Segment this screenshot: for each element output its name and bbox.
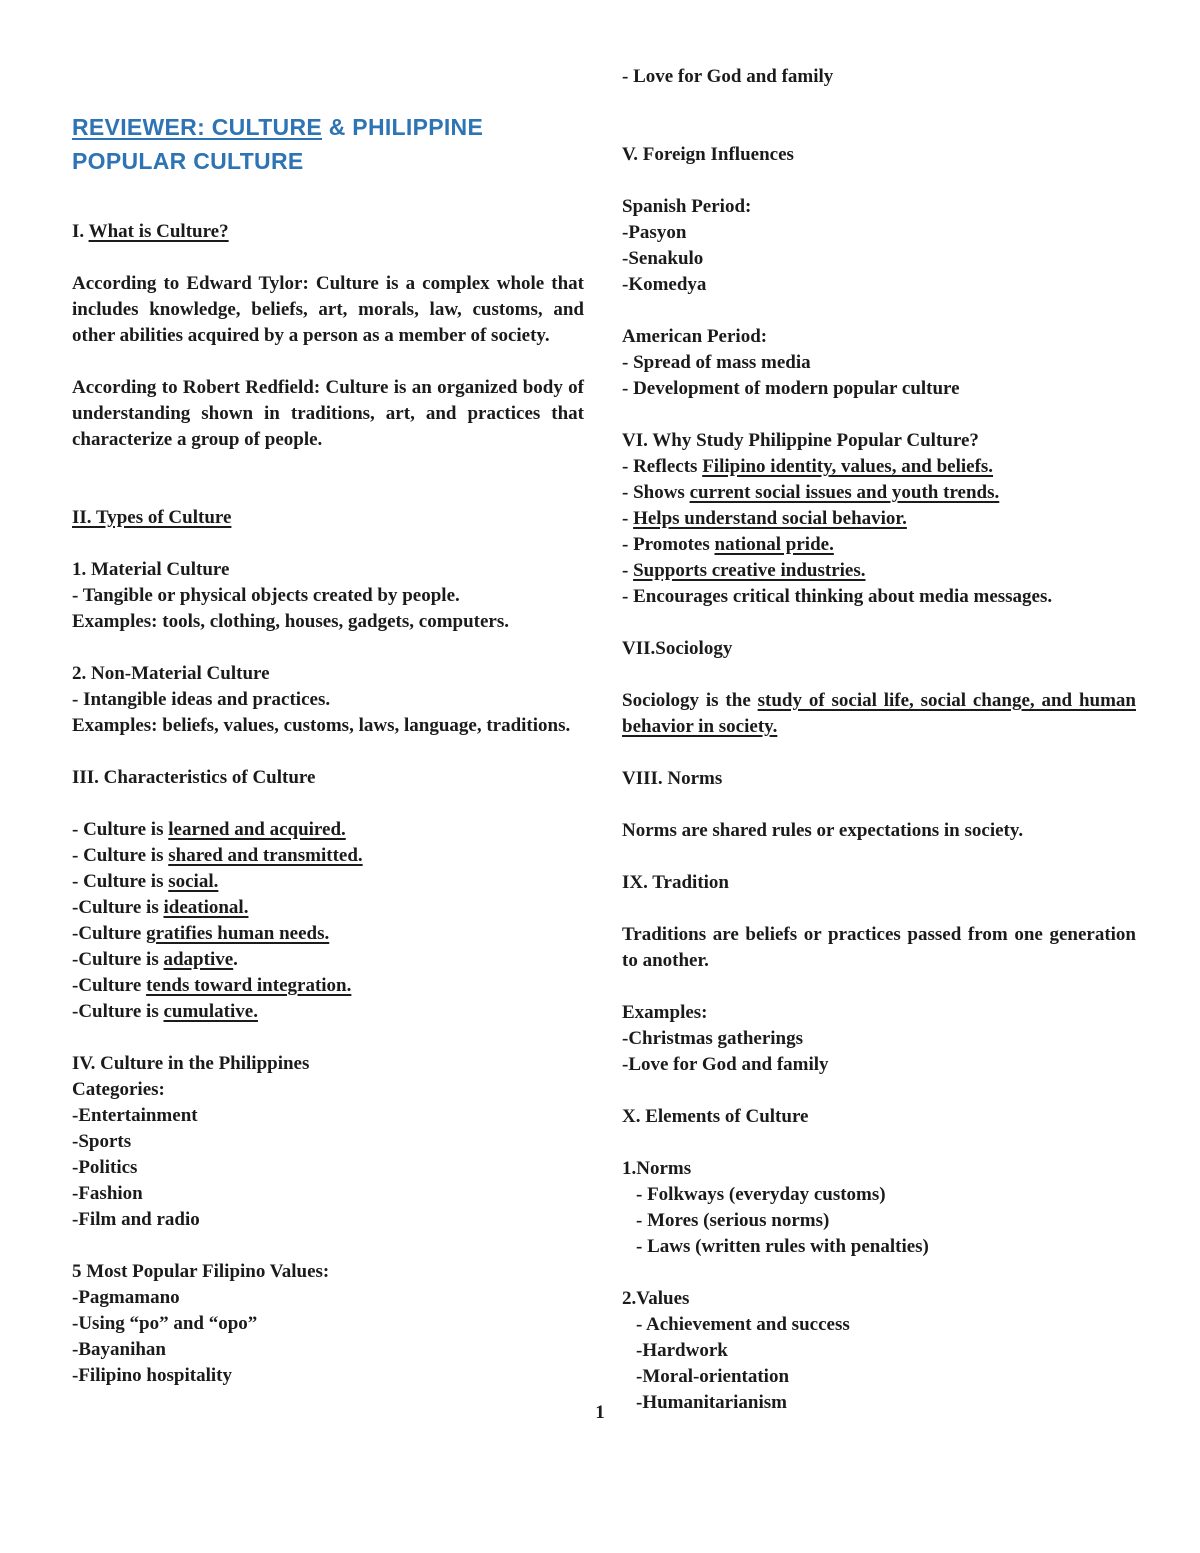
text-run: -Pasyon [622, 222, 687, 243]
doc-line [72, 271, 584, 349]
doc-line [622, 376, 1136, 402]
text-run: -Culture is [72, 949, 164, 970]
sub-heading [622, 194, 1136, 220]
doc-line [622, 558, 1136, 584]
text-run: -Moral-orientation [636, 1366, 790, 1387]
text-run: -Bayanihan [72, 1339, 166, 1360]
spacer [622, 896, 1136, 922]
spacer [72, 1025, 584, 1051]
underlined-text: What is Culture? [88, 221, 229, 242]
text-run: -Senakulo [622, 248, 704, 269]
text-run: -Film and radio [72, 1209, 200, 1230]
text-run: 1. Material Culture [72, 559, 230, 580]
doc-line [622, 454, 1136, 480]
text-run: III. Characteristics of Culture [72, 767, 316, 788]
text-run: According to Robert Redfield: Culture is an organized body of understanding shown in traditions, art, and practices that characterize a group of people. [72, 377, 584, 450]
page-number: 1 [595, 1402, 605, 1423]
doc-line [622, 1364, 1136, 1390]
sub-heading [72, 1077, 584, 1103]
text-run: - Love for God and family [622, 66, 834, 87]
doc-line [72, 869, 584, 895]
section-heading [622, 428, 1136, 454]
text-run: -Pagmamano [72, 1287, 180, 1308]
underlined-text: Supports creative industries. [633, 560, 866, 581]
doc-line [622, 1052, 1136, 1078]
spacer [72, 453, 584, 505]
doc-line [622, 506, 1136, 532]
spacer [72, 180, 584, 219]
text-run: - Tangible or physical objects created by people. [72, 585, 460, 606]
text-run: - Encourages critical thinking about media messages. [622, 586, 1053, 607]
spacer [622, 740, 1136, 766]
doc-line [622, 688, 1136, 740]
spacer [622, 298, 1136, 324]
spacer [622, 168, 1136, 194]
doc-line [622, 1026, 1136, 1052]
text-run: - Achievement and success [636, 1314, 850, 1335]
text-run: - Laws (written rules with penalties) [636, 1236, 929, 1257]
underlined-text: Filipino identity, values, and beliefs. [702, 456, 994, 477]
text-run: VIII. Norms [622, 768, 723, 789]
doc-line [72, 817, 584, 843]
text-run: -Fashion [72, 1183, 143, 1204]
sub-heading [622, 324, 1136, 350]
spacer [72, 635, 584, 661]
doc-line [622, 246, 1136, 272]
doc-line [72, 999, 584, 1025]
text-run: IV. Culture in the Philippines [72, 1053, 310, 1074]
text-run: X. Elements of Culture [622, 1106, 809, 1127]
text-run: Examples: tools, clothing, houses, gadgets, computers. [72, 611, 510, 632]
underlined-text: study of social life, social change, and human behavior in society. [622, 690, 1136, 737]
text-run: - Reflects [622, 456, 703, 477]
underlined-text: gratifies human needs. [146, 923, 330, 944]
doc-line [622, 272, 1136, 298]
text-run: . [233, 949, 238, 970]
doc-line [622, 584, 1136, 610]
doc-line [622, 1182, 1136, 1208]
doc-line [622, 350, 1136, 376]
doc-line [72, 973, 584, 999]
text-run: -Filipino hospitality [72, 1365, 232, 1386]
text-run: IX. Tradition [622, 872, 729, 893]
text-run: V. Foreign Influences [622, 144, 794, 165]
text-run: I. [72, 221, 89, 242]
text-run: VI. Why Study Philippine Popular Culture? [622, 430, 979, 451]
doc-line [72, 1337, 584, 1363]
doc-line [622, 1234, 1136, 1260]
text-run: Categories: [72, 1079, 165, 1100]
text-run: According to Edward Tylor: Culture is a complex whole that includes knowledge, beliefs, art, morals, law, customs, and other abilities acquired by a person as a member of society. [72, 273, 584, 346]
doc-line [622, 480, 1136, 506]
spacer [72, 1233, 584, 1259]
spacer [622, 792, 1136, 818]
underlined-text: national pride. [714, 534, 834, 555]
section-heading [622, 766, 1136, 792]
doc-line [72, 1363, 584, 1389]
doc-line [72, 895, 584, 921]
text-run: - Culture is [72, 871, 169, 892]
text-run: -Politics [72, 1157, 138, 1178]
section-heading [72, 219, 584, 245]
sub-heading [72, 557, 584, 583]
text-run: -Humanitarianism [636, 1392, 787, 1413]
doc-line [622, 1338, 1136, 1364]
text-run: -Christmas gatherings [622, 1028, 804, 1049]
section-heading [72, 1051, 584, 1077]
doc-line [72, 583, 584, 609]
text-run: -Sports [72, 1131, 132, 1152]
left-column [72, 110, 584, 1389]
section-heading [72, 765, 584, 791]
sub-heading [622, 1156, 1136, 1182]
underlined-text: learned and acquired. [168, 819, 346, 840]
doc-line [622, 818, 1136, 844]
text-run: -Hardwork [636, 1340, 728, 1361]
text-run: - [622, 560, 634, 581]
sub-heading [72, 661, 584, 687]
text-run: - Intangible ideas and practices. [72, 689, 331, 710]
section-heading [622, 870, 1136, 896]
doc-line [72, 1129, 584, 1155]
doc-line [622, 1312, 1136, 1338]
underlined-text: REVIEWER: CULTURE [72, 114, 323, 140]
underlined-text: tends toward integration. [146, 975, 352, 996]
underlined-text: adaptive [163, 949, 234, 970]
spacer [72, 739, 584, 765]
spacer [622, 974, 1136, 1000]
doc-line [72, 1207, 584, 1233]
text-run: American Period: [622, 326, 768, 347]
spacer [72, 349, 584, 375]
underlined-text: II. Types of Culture [72, 507, 232, 528]
doc-line [72, 1285, 584, 1311]
text-run: -Love for God and family [622, 1054, 829, 1075]
text-run: -Entertainment [72, 1105, 198, 1126]
text-run: 2.Values [622, 1288, 690, 1309]
right-column [622, 64, 1136, 1416]
doc-line [622, 64, 1136, 90]
text-run: -Culture [72, 923, 147, 944]
text-run: -Culture is [72, 897, 164, 918]
section-heading [72, 505, 584, 531]
doc-line [622, 1208, 1136, 1234]
text-run: Sociology is the [622, 690, 758, 711]
spacer [622, 1260, 1136, 1286]
doc-line [622, 532, 1136, 558]
text-run: - Development of modern popular culture [622, 378, 960, 399]
text-run: -Culture is [72, 1001, 164, 1022]
doc-line [72, 1103, 584, 1129]
text-run: 5 Most Popular Filipino Values: [72, 1261, 330, 1282]
text-run: - Folkways (everyday customs) [636, 1184, 886, 1205]
spacer [72, 531, 584, 557]
text-run: - Culture is [72, 819, 169, 840]
text-run: Examples: [622, 1002, 708, 1023]
doc-line [72, 609, 584, 635]
text-run: & PHILIPPINE POPULAR CULTURE [72, 114, 484, 174]
text-run: - Mores (serious norms) [636, 1210, 830, 1231]
underlined-text: cumulative. [163, 1001, 258, 1022]
spacer [622, 662, 1136, 688]
text-run: - Promotes [622, 534, 715, 555]
underlined-text: ideational. [163, 897, 249, 918]
sub-heading [72, 1259, 584, 1285]
doc-line [72, 1311, 584, 1337]
text-run: Traditions are beliefs or practices passed from one generation to another. [622, 924, 1136, 971]
spacer [622, 610, 1136, 636]
doc-line [72, 1181, 584, 1207]
doc-line [72, 713, 584, 739]
text-run: - [622, 508, 634, 529]
text-run: -Culture [72, 975, 147, 996]
spacer [622, 402, 1136, 428]
section-heading [622, 1104, 1136, 1130]
spacer [72, 245, 584, 271]
doc-line [622, 220, 1136, 246]
doc-line [72, 375, 584, 453]
doc-line [72, 687, 584, 713]
text-run: -Using “po” and “opo” [72, 1313, 258, 1334]
section-heading [622, 142, 1136, 168]
text-run: - Shows [622, 482, 690, 503]
doc-line [622, 922, 1136, 974]
doc-line [72, 921, 584, 947]
spacer [622, 90, 1136, 142]
underlined-text: current social issues and youth trends. [689, 482, 1000, 503]
underlined-text: Helps understand social behavior. [633, 508, 907, 529]
spacer [622, 844, 1136, 870]
underlined-text: shared and transmitted. [168, 845, 363, 866]
section-heading [622, 636, 1136, 662]
text-run: 2. Non-Material Culture [72, 663, 270, 684]
doc-title [72, 110, 584, 178]
text-run: -Komedya [622, 274, 707, 295]
sub-heading [622, 1000, 1136, 1026]
text-run: - Spread of mass media [622, 352, 811, 373]
sub-heading [622, 1286, 1136, 1312]
doc-line [72, 947, 584, 973]
spacer [622, 1078, 1136, 1104]
text-run: - Culture is [72, 845, 169, 866]
doc-line [72, 1155, 584, 1181]
spacer [72, 791, 584, 817]
text-run: Norms are shared rules or expectations in society. [622, 820, 1024, 841]
text-run: 1.Norms [622, 1158, 692, 1179]
doc-line [72, 843, 584, 869]
text-run: VII.Sociology [622, 638, 733, 659]
spacer [622, 1130, 1136, 1156]
text-run: Examples: beliefs, values, customs, laws, language, traditions. [72, 715, 571, 736]
underlined-text: social. [168, 871, 219, 892]
text-run: Spanish Period: [622, 196, 752, 217]
